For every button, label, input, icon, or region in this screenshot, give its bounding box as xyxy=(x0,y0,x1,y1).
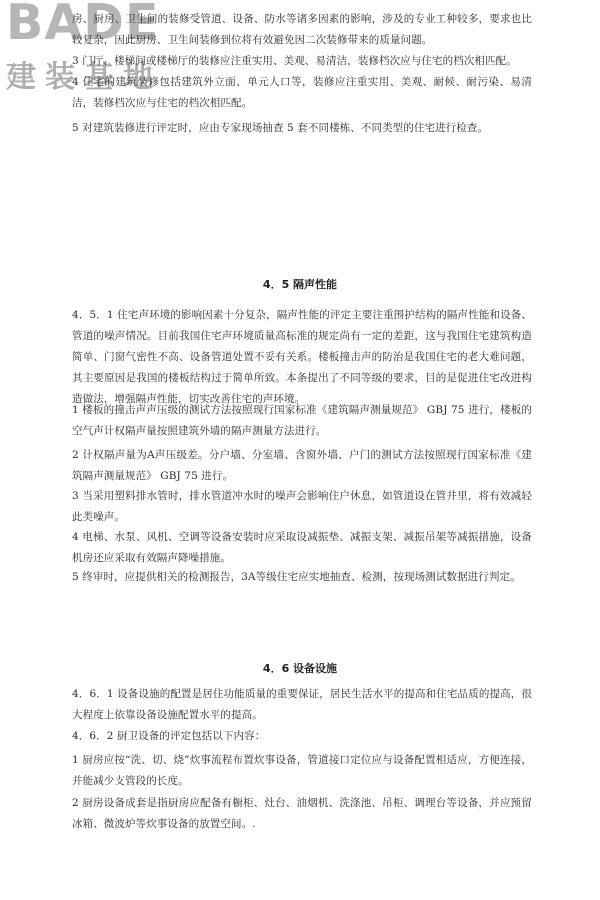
section-heading-4-5: 4．5 隔声性能 xyxy=(262,278,338,291)
paragraph-4-5-item-5: 5 终审时，应提供相关的检测报告，3A等级住宅应实地抽查、检测，按现场测试数据进行判定。 xyxy=(72,571,521,583)
paragraph-4-5-item-4: 4 电梯、水泵、风机、空调等设备安装时应采取设减振垫、减振支架、减振吊架等减振措施，设备机房还应采取有效隔声降噪措施。 xyxy=(72,531,532,564)
watermark-cjk-text: 建装基地 xyxy=(6,60,162,95)
paragraph-4-5-item-2: 2 计权隔声量为A声压级差。分户墙、分室墙、含窗外墙、户门的测试方法按照现行国家标准《建筑隔声测量规范》 GBJ 75 进行。 xyxy=(72,449,532,482)
paragraph-4-6-item-1: 1 厨房应按“洗、切、烧”炊事流程布置炊事设备，管道接口定位应与设备配置相适应，方便连接，并能减少支管段的长度。 xyxy=(72,754,532,787)
paragraph-4-6-2: 4．6．2 厨卫设备的评定包括以下内容： xyxy=(72,730,266,742)
paragraph-4-5-1: 4．5．1 住宅声环境的影响因素十分复杂，隔声性能的评定主要注重围护结构的隔声性能和设备、管道的噪声情况。目前我国住宅声环境质量高标准的规定尚有一定的差距，这与我国住宅建筑构造简单、门窗气密性不高、设备管道处置不妥有关系。楼板撞击声的防治是我国住宅的老大难问题，其主要原因是我国的楼板结构过于简单所致。本条提出了不同等级的要求，目的是促进住宅改进构造做法，增强隔声性能，切实改善住宅的声环境。 xyxy=(72,309,532,405)
paragraph-item-4-exterior: 4 住宅的建筑装修包括建筑外立面、单元人口等，装修应注重实用、美观、耐候、耐污染、易清洁，装修档次应与住宅的档次相匹配。 xyxy=(72,76,532,109)
watermark-latin-text: BADE xyxy=(6,0,160,51)
section-heading-4-6: 4．6 设备设施 xyxy=(262,662,338,675)
paragraph-kitchen-bath-decoration: 房、厨房、卫生间的装修受管道、设备、防水等诸多因素的影响，涉及的专业工种较多，要求也比较复杂，因此厨房、卫生间装修到位将有效避免因二次装修带来的质量问题。 xyxy=(72,13,532,46)
paragraph-item-3-hallway: 3 门厅、楼梯间或楼梯厅的装修应注重实用、美观、易清洁，装修档次应与住宅的档次相匹配。 xyxy=(72,55,517,67)
paragraph-4-5-item-1: 1 楼板的撞击声声压级的测试方法按照现行国家标准《建筑隔声测量规范》 GBJ 75 进行，楼板的空气声计权隔声量按照建筑外墙的隔声测量方法进行。 xyxy=(72,404,532,437)
paragraph-item-5-inspection: 5 对建筑装修进行评定时，应由专家现场抽查 5 套不同楼栋、不同类型的住宅进行检查。 xyxy=(72,122,489,134)
paragraph-4-6-item-2: 2 厨房设备成套是指厨房应配备有橱柜、灶台、油烟机、洗涤池、吊柜、调理台等设备，并应预留冰箱、微波炉等炊事设备的放置空间。. xyxy=(72,797,532,830)
paragraph-4-6-1: 4．6．1 设备设施的配置是居住功能质量的重要保证，居民生活水平的提高和住宅品质的提高，很大程度上依靠设备设施配置水平的提高。 xyxy=(72,688,532,721)
paragraph-4-5-item-3: 3 当采用塑料排水管时，排水管道冲水时的噪声会影响住户休息，如管道设在管井里，将有效减轻此类噪声。 xyxy=(72,490,532,523)
